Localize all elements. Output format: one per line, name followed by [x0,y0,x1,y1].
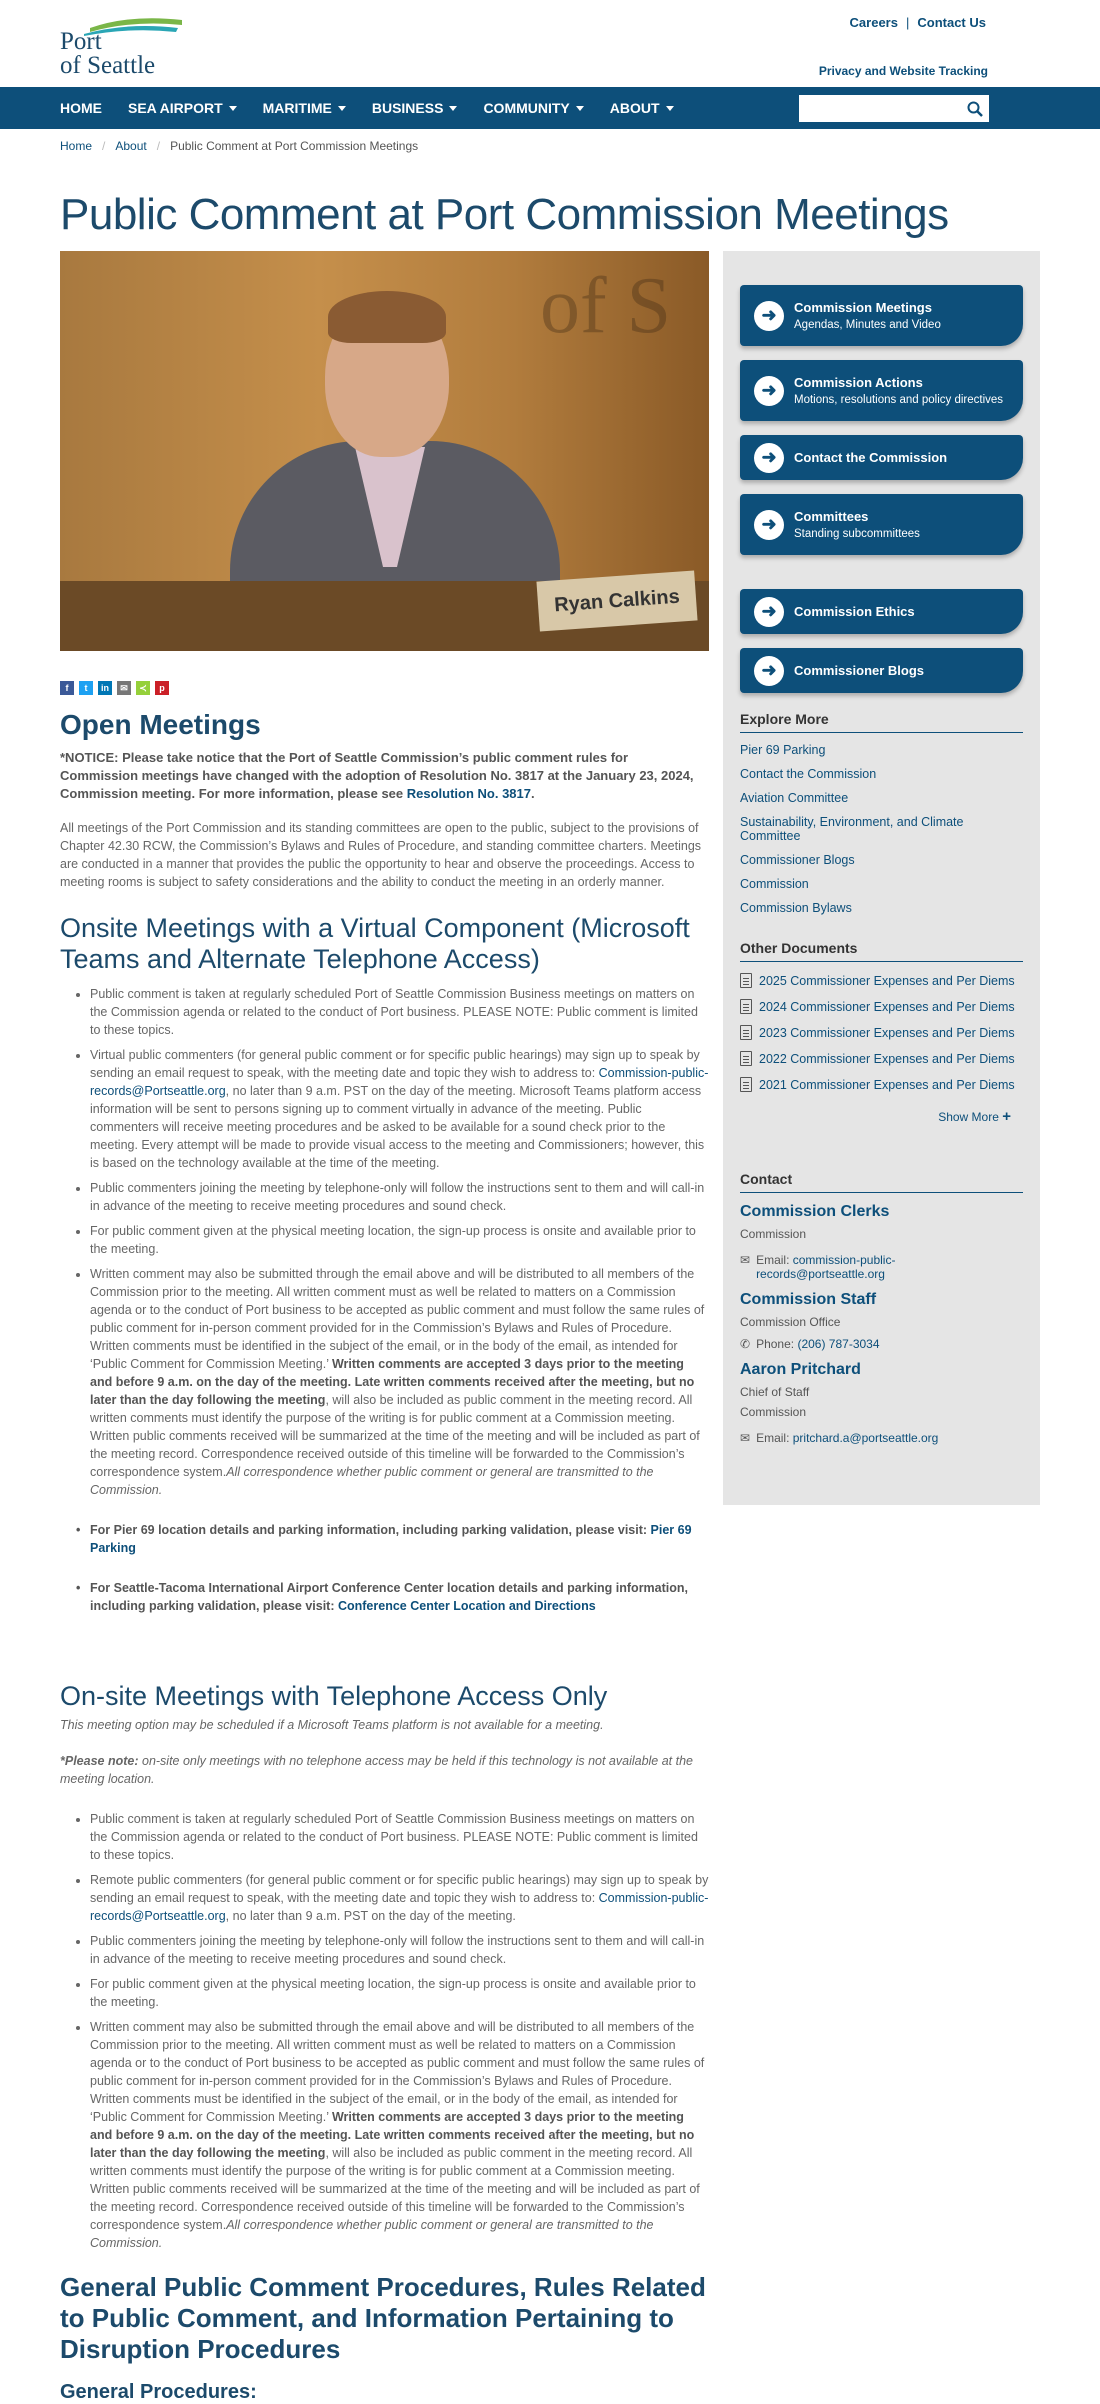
list-item: • For public comment given at the physical meeting location, the sign-up process is onsite and available prior to the meeting. [90,1975,709,2011]
list-item-italic: All correspondence whether public comment or general are transmitted to the Commission. [90,1465,654,1497]
caret-down-icon [338,106,346,111]
pinterest-icon[interactable]: p [155,681,169,695]
explore-link[interactable]: Commissioner Blogs [740,853,855,867]
arrow-right-icon: ➜ [754,597,784,627]
button-title: Commission Meetings [794,300,932,315]
list-item [90,1265,709,1499]
spacer [740,569,1023,589]
button-title: Committees [794,509,869,524]
document-label: 2021 Commissioner Expenses and Per Diems [759,1077,1015,1092]
explore-link[interactable]: Contact the Commission [740,767,877,781]
list-item [90,1871,709,1925]
note-text: For Pier 69 location details and parking information, including parking validation, please visit: [90,1523,651,1537]
onsite-virtual-heading: Onsite Meetings with a Virtual Component (Microsoft Teams and Alternate Telephone Access) [60,913,690,974]
link-separator: | [905,15,910,30]
list-item-text: , no later than 9 a.m. PST on the day of the meeting. [225,1909,516,1923]
nav-home-label: HOME [60,100,102,116]
list-item-text: Virtual public commenters (for general public comment or for specific public hearings) may sign up to speak by sending an email request to speak, with the meeting date and topic they wish to address to: [90,1048,700,1080]
nav-sea-airport[interactable] [128,100,237,116]
search-icon[interactable] [967,101,983,117]
site-search [799,95,989,122]
notice-body: *NOTICE: Please take notice that the Port of Seattle Commission’s public comment rules for Commission meetings have changed with the adoption of Resolution No. 3817 at the January 23, 2024, Commission meeting. For more information, please see [60,750,694,801]
nav-community[interactable] [483,100,583,116]
contact-staff-name: Commission Staff [740,1291,877,1308]
person-hair [328,291,446,343]
list-item [90,1046,709,1172]
caret-down-icon [576,106,584,111]
notice-text: *NOTICE: Please take notice that the Port of Seattle Commission’s public comment rules for Commission meetings have changed with the adoption of Resolution No. 3817 at the January 23, 2024, Commission meeting. For more information, please see Resolution No. 3817. [60,750,694,801]
contact-clerks-dept: Commission [740,1227,807,1241]
caret-down-icon [666,106,674,111]
explore-link[interactable]: Commission Bylaws [740,901,852,915]
list-item-bold: Written comments are accepted 3 days prior to the meeting and before 9 a.m. on the day of the meeting. Late written comments received after the meeting, but no later than the day following the meeting [90,1357,695,1407]
breadcrumb [60,139,418,153]
logo-text-of-seattle: of Seattle [60,52,156,79]
list-item: • For public comment given at the physical meeting location, the sign-up process is onsite and available prior to the meeting. [90,1222,709,1258]
explore-link[interactable]: Pier 69 Parking [740,743,826,757]
caret-down-icon [229,106,237,111]
nameplate: Ryan Calkins [536,571,697,632]
nav-maritime-label: MARITIME [262,100,332,116]
explore-more-links [740,743,1023,915]
nav-sea-airport-label: SEA AIRPORT [128,100,223,116]
open-meetings-paragraph: All meetings of the Port Commission and its standing committees are open to the public, subject to the provisions of Chapter 42.30 RCW, the Commission’s Bylaws and Rules of Procedure, and standing committee charters. Meetings are conducted in a manner that provides the public the opportunity to hear and observe the proceedings. Access to meeting rooms is subject to safety considerations and the ability to conduct the meeting in an orderly manner. [60,821,702,889]
document-link[interactable] [740,973,1023,988]
envelope-icon: ✉ [740,1253,751,1267]
breadcrumb-separator: / [156,139,161,153]
caret-down-icon [449,106,457,111]
list-item [90,2018,709,2252]
person-email-link[interactable]: pritchard.a@portseattle.org [792,1431,939,1445]
list-item-text: Written comment may also be submitted through the email above and will be distributed to all members of the Commission prior to the meeting. All written comment must as well be related to matters on a Commission agenda or to the conduct of Port business to be accepted as public comment and must follow the same rules of public comment for in-person comment provided for in the Commission’s Bylaws and Rules of Procedure. Written comments must be identified in the subject of the email, or in the body of the email, as intended for ‘Public Comment for Commission Meeting.’ [90,1267,705,1371]
list-item: • Public comment is taken at regularly scheduled Port of Seattle Commission Business meetings on matters on the Commission agenda or related to the conduct of Port business. PLEASE NOTE: Public comment is limited to these topics. [90,985,709,1039]
breadcrumb-home[interactable]: Home [60,139,93,153]
document-link[interactable] [740,1077,1023,1092]
document-icon [740,973,752,988]
list-item-italic: All correspondence whether public comment or general are transmitted to the Commission. [90,2218,654,2250]
facebook-icon[interactable]: f [60,681,74,695]
breadcrumb-about[interactable]: About [115,139,147,153]
pier-69-note [60,1521,709,1557]
phone-icon: ✆ [740,1337,751,1351]
contact-commission-button[interactable] [740,435,1023,480]
contact-heading: Contact [740,1171,1023,1193]
commissioner-blogs-button[interactable] [740,648,1023,693]
nav-business-label: BUSINESS [371,100,444,116]
arrow-right-icon: ➜ [754,656,784,686]
onsite-phone-list [60,1810,709,2252]
document-link[interactable] [740,1051,1023,1066]
utility-links [850,15,986,30]
site-header [0,0,1100,87]
general-procedures-heading: General Public Comment Procedures, Rules Related to Public Comment, and Information Pertaining to Disruption Procedures [60,2272,706,2364]
list-item-text: , will also be included as public comment in the meeting record. All written comments must identify the purpose of the writing is for public comment at a Commission meeting. Written public comments received will be summarized at the time of the meeting and will be included as part of the meeting record. Correspondence received outside of this timeline will be forwarded to the Commission’s correspondence system. [90,1393,700,1479]
show-more-button[interactable] [740,1108,1023,1125]
arrow-right-icon: ➜ [754,443,784,473]
breadcrumb-separator: / [102,139,106,153]
contact-clerks-email [740,1253,1023,1281]
document-label: 2022 Commissioner Expenses and Per Diems [759,1051,1015,1066]
wall-decoration: of S [540,262,672,350]
privacy-tracking-link[interactable]: Privacy and Website Tracking [818,64,988,78]
onsite-phone-heading: On-site Meetings with Telephone Access Only [60,1681,608,1711]
contact-person-name: Aaron Pritchard [740,1361,861,1378]
document-label: 2023 Commissioner Expenses and Per Diems [759,1025,1015,1040]
hero-photo [60,251,709,651]
note-text: For Seattle-Tacoma International Airport Conference Center location details and parking information, including parking validation, please visit: [90,1581,689,1613]
share-icon[interactable]: ≺ [136,681,150,695]
list-item: • Public commenters joining the meeting by telephone-only will follow the instructions sent to them and will call-in in advance of the meeting to receive meeting procedures and sound check. [90,1932,709,1968]
email-icon[interactable]: ✉ [117,681,131,695]
main-nav [0,87,1100,129]
conference-center-link[interactable]: Conference Center Location and Directions [337,1599,596,1613]
commission-meetings-button[interactable] [740,285,1023,346]
list-item-text: , no later than 9 a.m. PST on the day of the meeting. Microsoft Teams platform access information will be sent to persons signing up to comment virtually in advance of the meeting. Public commenters will receive meeting procedures and be asked to be available for a sound check prior to the meeting. Every attempt will be made to provide visual access to the meeting and Commissioners; however, this is based on the technology available at the time of the meeting. [90,1084,705,1170]
email-label: Email: [756,1431,790,1445]
onsite-phone-note [60,1752,709,1788]
note-text: on-site only meetings with no telephone access may be held if this technology is not available at the meeting location. [60,1754,694,1786]
nav-maritime[interactable] [263,100,346,116]
other-documents-heading: Other Documents [740,940,1023,962]
contact-person-title: Chief of Staff [740,1385,810,1399]
search-input[interactable] [799,95,967,122]
commission-actions-button[interactable] [740,360,1023,421]
contact-us-link[interactable]: Contact Us [917,15,986,30]
onsite-virtual-list [60,985,709,1499]
clerks-email-link[interactable]: commission-public-records@portseattle.org [756,1253,896,1281]
email-link[interactable]: Commission-public-records@Portseattle.org [90,1066,709,1098]
email-label: Email: [756,1253,790,1267]
list-item-text: Written comment may also be submitted through the email above and will be distributed to all members of the Commission prior to the meeting. All written comment must as well be related to matters on a Commission agenda or to the conduct of Port business to be accepted as public comment and must follow the same rules of public comment for in-person comment provided for in the Commission’s Bylaws and Rules of Procedure. Written comments must be identified in the subject of the email, or in the body of the email, as intended for ‘Public Comment for Commission Meeting.’ [90,2020,705,2124]
contact-clerks-name: Commission Clerks [740,1203,890,1220]
nav-business[interactable] [372,100,458,116]
button-subtitle: Agendas, Minutes and Video [794,319,941,331]
onsite-phone-subtitle: This meeting option may be scheduled if a Microsoft Teams platform is not available for a meeting. [60,1718,604,1732]
sidebar [723,251,1040,1505]
nav-community-label: COMMUNITY [483,100,570,116]
explore-link[interactable]: Sustainability, Environment, and Climate Committee [740,815,964,843]
arrow-right-icon: ➜ [754,301,784,331]
list-item: • Public commenters joining the meeting by telephone-only will follow the instructions sent to them and will call-in in advance of the meeting to receive meeting procedures and sound check. [90,1179,709,1215]
document-list [740,973,1023,1092]
document-label: 2025 Commissioner Expenses and Per Diems [759,973,1015,988]
contact-staff-phone [740,1337,1023,1351]
port-of-seattle-logo[interactable] [60,16,182,79]
main-content [60,251,709,2404]
document-label: 2024 Commissioner Expenses and Per Diems [759,999,1015,1014]
careers-link[interactable]: Careers [849,15,898,30]
show-more-label: Show More [938,1110,999,1124]
nav-home[interactable] [60,100,102,116]
list-item-text: Remote public commenters (for general public comment or for specific public hearings) may sign up to speak by sending an email request to speak, with the meeting date and topic they wish to address to: [90,1873,709,1905]
list-item-bold: Written comments are accepted 3 days prior to the meeting and before 9 a.m. on the day of the meeting. Late written comments received after the meeting, but no later than the day following the meeting [90,2110,695,2160]
nav-about[interactable] [610,100,674,116]
explore-more-heading: Explore More [740,711,1023,733]
commission-ethics-button[interactable] [740,589,1023,634]
note-label: *Please note: [60,1754,139,1768]
pier-69-parking-link[interactable]: Pier 69 Parking [90,1523,692,1555]
share-bar [60,681,709,695]
email-link[interactable]: Commission-public-records@Portseattle.org [90,1891,709,1923]
button-title: Commission Actions [794,375,923,390]
explore-link[interactable]: Commission [740,877,809,891]
general-procedures-subheading: General Procedures: [60,2381,257,2403]
linkedin-icon[interactable]: in [98,681,112,695]
button-subtitle: Motions, resolutions and policy directives [794,394,1004,406]
staff-phone-link[interactable]: (206) 787-3034 [797,1337,880,1351]
arrow-right-icon: ➜ [754,376,784,406]
document-icon [740,999,752,1014]
document-icon [740,1077,752,1092]
button-subtitle: Standing subcommittees [794,528,920,540]
nav-about-label: ABOUT [609,100,660,116]
page-title: Public Comment at Port Commission Meetings [60,190,949,239]
breadcrumb-current: Public Comment at Port Commission Meetings [170,139,419,153]
list-item: • Public comment is taken at regularly scheduled Port of Seattle Commission Business meetings on matters on the Commission agenda or related to the conduct of Port business. PLEASE NOTE: Public comment is limited to these topics. [90,1810,709,1864]
contact-staff-dept: Commission Office [740,1315,841,1329]
button-title: Commissioner Blogs [794,663,925,678]
arrow-right-icon: ➜ [754,510,784,540]
list-item-text: , will also be included as public comment in the meeting record. All written comments must identify the purpose of the writing is for public comment at a Commission meeting. Written public comments received will be summarized at the time of the meeting and will be included as part of the meeting record. Correspondence received outside of this timeline will be forwarded to the Commission’s correspondence system. [90,2146,700,2232]
button-title: Commission Ethics [794,604,915,619]
plus-icon: + [1002,1108,1011,1125]
document-icon [740,1051,752,1066]
document-link[interactable] [740,999,1023,1014]
envelope-icon: ✉ [740,1431,751,1445]
phone-label: Phone: [756,1337,795,1351]
explore-link[interactable]: Aviation Committee [740,791,849,805]
resolution-link[interactable]: Resolution No. 3817 [406,786,531,801]
logo-text-port: Port [60,28,102,55]
contact-person-email [740,1431,1023,1445]
button-title: Contact the Commission [794,450,948,465]
contact-person-dept: Commission [740,1405,807,1419]
committees-button[interactable] [740,494,1023,555]
document-icon [740,1025,752,1040]
open-meetings-heading: Open Meetings [60,709,261,740]
seatac-note [60,1579,709,1615]
document-link[interactable] [740,1025,1023,1040]
twitter-icon[interactable]: t [79,681,93,695]
